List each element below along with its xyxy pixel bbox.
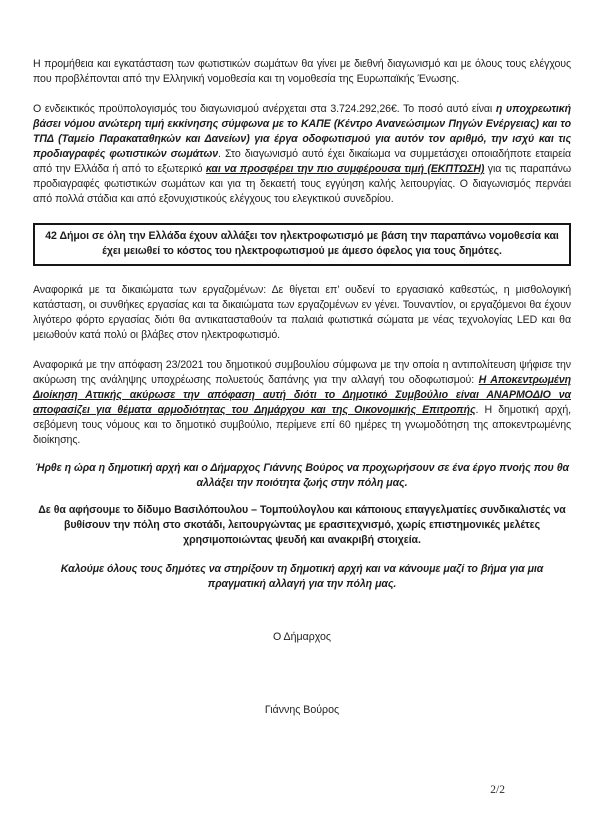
para-decision-23-2021 (33, 358, 571, 448)
text-segment: Αναφορικά με τα δικαιώματα των εργαζομένων: Δε θίγεται επ’ ουδενί το εργασιακό καθεστώς, η μισθολογική κατάσταση, οι συνθήκες εργασίας και τα δικαιώματα των εργαζομένων εν γένει. Τουναντίον, οι εργαζόμενοι θα έχουν λιγότερο φόρτο εργασίας διότι θα αντικατασταθούν τα παλαιά φωτιστικά σώματα με νέας τεχνολογίας LED και θα μειωθούν κατά πολύ οι βλάβες στον ηλεκτροφωτισμό. (33, 284, 571, 341)
document-body (33, 57, 571, 592)
text-segment: για τις παραπάνω προδιαγραφές φωτιστικών σωμάτων και για τη δεκαετή τους εγγύηση καλής λειτουργίας. Ο διαγωνισμός περνάει από πολλά στάδια και από εξονυχιστικούς ελέγχους του ελεγκτικού συνεδρίου. (33, 163, 571, 205)
signature-title: Ο Δήμαρχος (272, 631, 332, 643)
signature-block (33, 630, 571, 718)
text-segment: Ο ενδεικτικός προϋπολογισμός του διαγωνισμού ανέρχεται στα 3.724.292,26€. Το ποσό αυτό είναι (33, 103, 496, 115)
text-segment: 42 Δήμοι σε όλη την Ελλάδα έχουν αλλάξει τον ηλεκτροφωτισμό με βάση την παραπάνω νομοθεσία και έχει μειωθεί το κόστος του ηλεκτροφωτισμού με άμεσο όφελος για τους δημότες. (45, 230, 559, 257)
para-budget (33, 102, 571, 207)
page-number: 2/2 (490, 784, 505, 796)
text-segment: Καλούμε όλους τους δημότες να στηρίξουν τη δημοτική αρχή και να κάνουμε μαζί το βήμα για μια πραγματική αλλαγή για την πόλη μας. (60, 563, 544, 590)
signature-name: Γιάννης Βούρος (264, 704, 340, 716)
para-workers-rights (33, 283, 571, 343)
text-segment: Δε θα αφήσουμε το δίδυμο Βασιλόπουλου – Τομπούλογλου και κάποιους επαγγελματίες συνδικαλιστές να βυθίσουν την πόλη στο σκοτάδι, λειτουργώντας με ερασιτεχνισμό, χωρίς επιστημονικές μελέτες χρησιμοποιώντας ψευδή και ανακριβή στοιχεία. (38, 504, 566, 546)
para-42-municipalities (33, 223, 571, 266)
para-call-to-citizens (33, 562, 571, 592)
para-time-has-come (33, 461, 571, 491)
text-segment: Η προμήθεια και εγκατάσταση των φωτιστικών σωμάτων θα γίνει με διεθνή διαγωνισμό και με όλους τους ελέγχους που προβλέπονται από την Ελληνική νομοθεσία και τη νομοθεσία της Ευρωπαϊκής Ένωσης. (33, 58, 571, 85)
text-segment: η υποχρεωτική βάσει νόμου ανώτερη τιμή εκκίνησης σύμφωνα με το ΚΑΠΕ (Κέντρο Ανανεώσιμων Πηγών Ενέργειας) και το ΤΠΔ (Ταμείο Παρακαταθηκών και Δανείων) για έργα οδοφωτισμού για αυτόν τον αριθμό, την ισχύ και τις προδιαγραφές φωτιστικών σωμάτων (33, 103, 571, 160)
text-segment: Η Αποκεντρωμένη Διοίκηση Αττικής ακύρωσε την απόφαση αυτή διότι το Δημοτικό Συμβούλιο είναι ΑΝΑΡΜΟΔΙΟ να αποφασίζει για θέματα αρμοδιότητας του Δημάρχου και της Οικονομικής Επιτροπής (33, 374, 571, 416)
text-segment: Αναφορικά με την απόφαση 23/2021 του δημοτικού συμβουλίου σύμφωνα με την οποία η αντιπολίτευση ψήφισε την ακύρωση της ανάληψης υποχρέωσης πολυετούς δαπάνης για την αλλαγή του οδοφωτισμού: (33, 359, 571, 386)
para-procurement-intro (33, 57, 571, 87)
text-segment: . Στο διαγωνισμό αυτό έχει δικαίωμα να συμμετάσχει οποιαδήποτε εταιρεία από την Ελλάδα ή από το εξωτερικό (33, 148, 571, 175)
text-segment: και να προσφέρει την πιο συμφέρουσα τιμή (ΕΚΠΤΩΣΗ) (205, 163, 485, 175)
text-segment: Ήρθε η ώρα η δημοτική αρχή και ο Δήμαρχος Γιάννης Βούρος να προχωρήσουν σε ένα έργο πνοής που θα αλλάξει την ποιότητα ζωής στην πόλη μας. (34, 462, 570, 489)
para-we-wont-allow (33, 503, 571, 548)
text-segment: . Η δημοτική αρχή, σεβόμενη τους νόμους και το δημοτικό συμβούλιο, περίμενε επί 60 ημέρες τη γνωμοδότηση της αποκεντρωμένης διοίκησης. (33, 404, 571, 446)
